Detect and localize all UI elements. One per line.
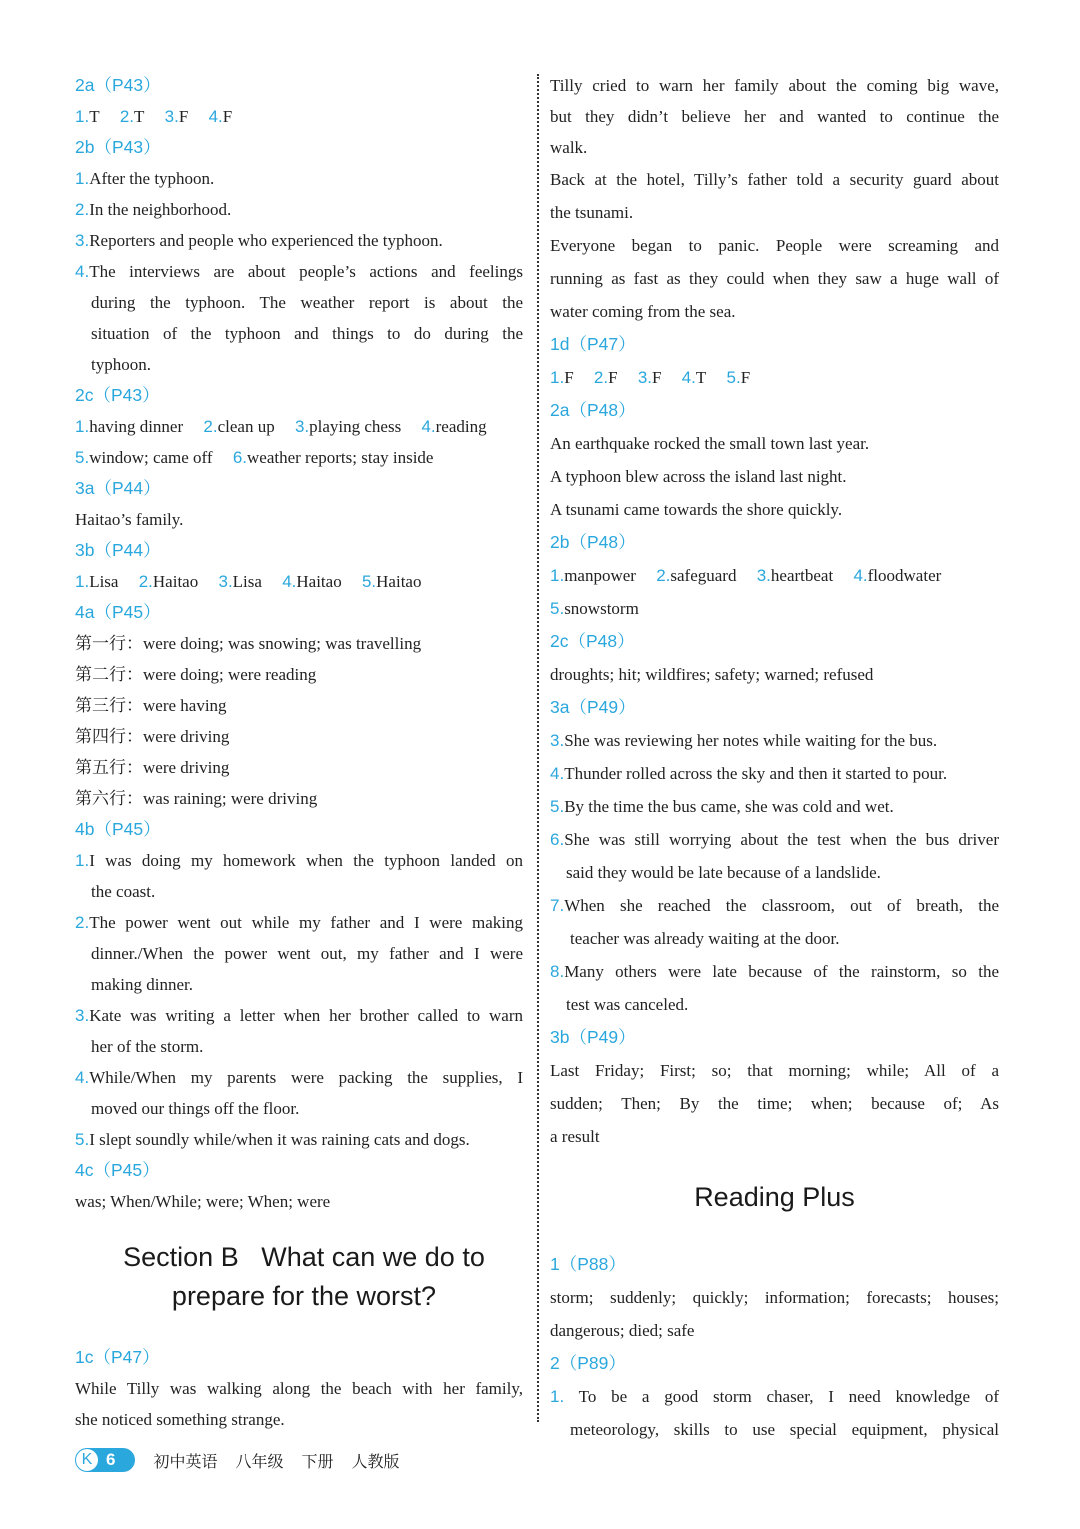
answer-4b-3: 3.Kate was writing a letter when her brother called to warn [75,1006,523,1025]
section-head-2b: 2b（P43） [75,137,161,157]
section-head-2a: 2a（P43） [75,75,161,95]
answer-3a-6: 6.She was still worrying about the test when the bus driver [550,830,999,849]
footer-grade: 八年级 [235,1451,284,1471]
answers-2c-row1: 1.having dinner 2.clean up 3.playing chess 4.reading [75,417,487,436]
answer-2c-right: droughts; hit; wildfires; safety; warned; refused [550,665,874,684]
section-head-2c-right: 2c（P48） [550,631,635,651]
answer-4a-row: 第一行：were doing; was snowing; was travelling [75,634,422,653]
answer-2b-3: 3.Reporters and people who experienced the typhoon. [75,231,443,250]
answer-2a-line: A tsunami came towards the shore quickly. [550,500,843,519]
footer-volume: 下册 [301,1451,334,1471]
answer-4a-row: 第五行：were driving [75,758,230,777]
answer-4b-1-cont: the coast. [91,882,156,901]
answer-2a-line: A typhoon blew across the island last night. [550,467,847,486]
answer-4b-2-cont: dinner./When the power went out, my father and I were [91,944,523,963]
answer-3a-7: 7.When she reached the classroom, out of breath, the [550,896,999,915]
section-head-3b-right: 3b（P49） [550,1027,636,1047]
answer-1c-p2: Back at the hotel, Tilly’s father told a security guard about [550,170,999,189]
answer-1c-p3: running as fast as they could when they saw a huge wall of [550,269,999,288]
section-head-2c: 2c（P43） [75,385,160,405]
section-head-rp1: 1（P88） [550,1254,626,1274]
section-head-3b: 3b（P44） [75,540,161,560]
section-head-4c: 4c（P45） [75,1160,160,1180]
answers-2b-row2: 5.snowstorm [550,599,639,618]
answer-4b-3-cont: her of the storm. [91,1037,204,1056]
answer-4a-row: 第四行：were driving [75,727,230,746]
answer-3a-5: 5.By the time the bus came, she was cold and wet. [550,797,894,816]
k-logo-icon: K [76,1449,98,1471]
answer-4b-1: 1.I was doing my homework when the typhoon landed on [75,851,523,870]
section-head-4a: 4a（P45） [75,602,161,622]
section-head-4b: 4b（P45） [75,819,161,839]
answer-2b-1: 1.After the typhoon. [75,169,215,188]
page-number: 6 [106,1450,116,1469]
answer-3b-right: sudden; Then; By the time; when; because of; As [550,1094,999,1113]
answer-4b-4: 4.While/When my parents were packing the supplies, I [75,1068,523,1087]
answer-2b-4-cont: during the typhoon. The weather report is about the [91,293,523,312]
section-head-2b-right: 2b（P48） [550,532,636,552]
answer-2a-line: An earthquake rocked the small town last year. [550,434,870,453]
answers-2c-row2: 5.window; came off 6.weather reports; stay inside [75,448,434,467]
answers-2a: 1.T 2.T 3.F 4.F [75,107,233,126]
footer-edition: 人教版 [351,1451,400,1471]
answers-1d: 1.F 2.F 3.F 4.T 5.F [550,368,751,387]
answer-1c-p3: water coming from the sea. [550,302,736,321]
footer-subject: 初中英语 [153,1451,218,1471]
answer-4b-2-cont: making dinner. [91,975,193,994]
page-footer [75,1447,400,1473]
answer-1c-cont: she noticed something strange. [75,1410,285,1429]
section-head-1d: 1d（P47） [550,334,636,354]
answer-4c: was; When/While; were; When; were [75,1192,331,1211]
answer-1c-p1: walk. [550,138,588,157]
answer-4b-2: 2.The power went out while my father and I were making [75,913,523,932]
answer-4a-row: 第三行：were having [75,696,227,715]
section-head-3a: 3a（P44） [75,478,161,498]
answer-4a-row: 第六行：was raining; were driving [75,789,318,808]
answer-rp1: dangerous; died; safe [550,1321,695,1340]
answer-2b-4-cont: typhoon. [91,355,151,374]
answer-1c-p2: the tsunami. [550,203,634,222]
section-head-1c: 1c（P47） [75,1347,160,1367]
answer-3a-3: 3.She was reviewing her notes while waiting for the bus. [550,731,938,750]
answer-3a-6-cont: said they would be late because of a landslide. [566,863,881,882]
answer-4a-row: 第二行：were doing; were reading [75,665,317,684]
answer-4b-5: 5.I slept soundly while/when it was raining cats and dogs. [75,1130,470,1149]
answer-2b-4-cont: situation of the typhoon and things to do during the [91,324,523,343]
section-head-2a-right: 2a（P48） [550,400,636,420]
column-divider [537,74,539,1422]
answer-3a-7-cont: teacher was already waiting at the door. [570,929,840,948]
answer-rp2-1: 1. To be a good storm chaser, I need knowledge of [550,1387,1000,1406]
page-badge [75,1448,135,1472]
answer-3b-right: Last Friday; First; so; that morning; while; All of a [550,1061,999,1080]
section-head-3a-right: 3a（P49） [550,697,636,717]
answer-1c: While Tilly was walking along the beach with her family, [75,1379,523,1398]
answer-4b-4-cont: moved our things off the floor. [91,1099,300,1118]
answer-3a: Haitao’s family. [75,510,184,529]
answers-2b-row1: 1.manpower 2.safeguard 3.heartbeat 4.floodwater [550,566,942,585]
answer-3a-4: 4.Thunder rolled across the sky and then it started to pour. [550,764,948,783]
answer-1c-p1: but they didn’t believe her and wanted to continue the [550,107,999,126]
section-b-title: Section B What can we do to prepare for the worst? [123,1242,485,1311]
answer-3a-8-cont: test was canceled. [566,995,689,1014]
reading-plus-title: Reading Plus [694,1182,855,1212]
answer-1c-p3: Everyone began to panic. People were screaming and [550,236,999,255]
answer-rp2-1-cont: meteorology, skills to use special equipment, physical [570,1420,999,1439]
right-column [550,70,999,1446]
answer-1c-p1: Tilly cried to warn her family about the coming big wave, [550,76,999,95]
answer-2b-4: 4.The interviews are about people’s actions and feelings [75,262,523,281]
answer-2b-2: 2.In the neighborhood. [75,200,232,219]
answer-rp1: storm; suddenly; quickly; information; forecasts; houses; [550,1288,999,1307]
answers-3b: 1.Lisa 2.Haitao 3.Lisa 4.Haitao 5.Haitao [75,572,422,591]
answer-3b-right: a result [550,1127,600,1146]
left-column [75,70,523,1435]
section-head-rp2: 2（P89） [550,1353,626,1373]
answer-3a-8: 8.Many others were late because of the rainstorm, so the [550,962,999,981]
